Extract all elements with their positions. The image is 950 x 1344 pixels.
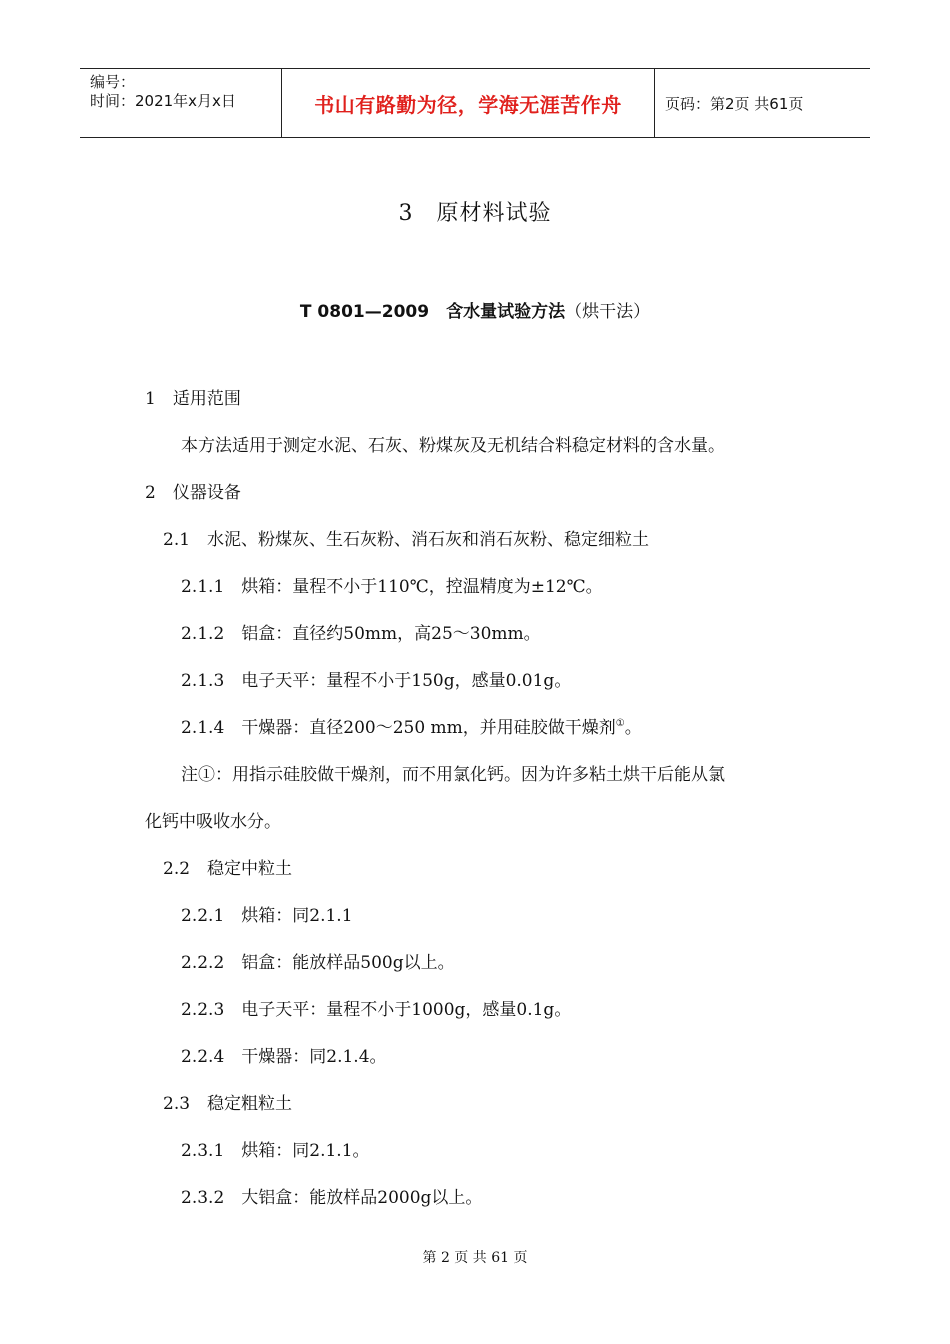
- page-header: [80, 68, 870, 138]
- section-heading: 1 适用范围: [145, 389, 241, 409]
- subsection-heading: 2.3 稳定粗粒土: [163, 1094, 293, 1114]
- header-motto: 书山有路勤为径，学海无涯苦作舟: [314, 92, 622, 117]
- chapter-title: 3 原材料试验: [398, 201, 552, 226]
- item-line: 2.1.2 铝盒：直径约50mm，高25～30mm。: [181, 624, 541, 644]
- item-text: 2.1.4 干燥器：直径200～250 mm，并用硅胶做干燥剂: [181, 718, 616, 738]
- item-line: 2.2.3 电子天平：量程不小于1000g，感量0.1g。: [181, 1000, 572, 1020]
- item-line: [181, 713, 642, 738]
- method-title: [0, 297, 950, 322]
- item-line: 2.2.1 烘箱：同2.1.1: [181, 906, 353, 926]
- item-line: 2.3.2 大铝盒：能放样品2000g以上。: [181, 1188, 483, 1208]
- header-page-info: 页码：第2页 共61页: [665, 94, 804, 113]
- subsection-heading: 2.1 水泥、粉煤灰、生石灰粉、消石灰和消石灰粉、稳定细粒土: [163, 530, 650, 550]
- note-line-continued: 化钙中吸收水分。: [145, 812, 281, 832]
- footnote-mark: ①: [615, 718, 625, 729]
- item-line: 2.1.1 烘箱：量程不小于110℃，控温精度为±12℃。: [181, 577, 603, 597]
- item-end: 。: [624, 718, 642, 738]
- item-line: 2.2.2 铝盒：能放样品500g以上。: [181, 953, 455, 973]
- method-code: T 0801—2009 含水量试验方法: [299, 302, 566, 322]
- item-line: 2.3.1 烘箱：同2.1.1。: [181, 1141, 370, 1161]
- header-divider: [654, 69, 655, 137]
- subsection-heading: 2.2 稳定中粒土: [163, 859, 293, 879]
- item-line: 2.2.4 干燥器：同2.1.4。: [181, 1047, 387, 1067]
- section-heading: 2 仪器设备: [145, 483, 241, 503]
- method-suffix: （烘干法）: [565, 302, 651, 322]
- header-time: 时间：2021年x月x日: [90, 92, 236, 110]
- paragraph: 本方法适用于测定水泥、石灰、粉煤灰及无机结合料稳定材料的含水量。: [181, 436, 725, 456]
- page-footer: 第 2 页 共 61 页: [422, 1250, 528, 1266]
- note-line: 注①：用指示硅胶做干燥剂，而不用氯化钙。因为许多粘土烘干后能从氯: [181, 765, 725, 785]
- header-code: 编号：: [90, 73, 136, 91]
- header-meta: [80, 69, 280, 137]
- item-line: 2.1.3 电子天平：量程不小于150g，感量0.01g。: [181, 671, 572, 691]
